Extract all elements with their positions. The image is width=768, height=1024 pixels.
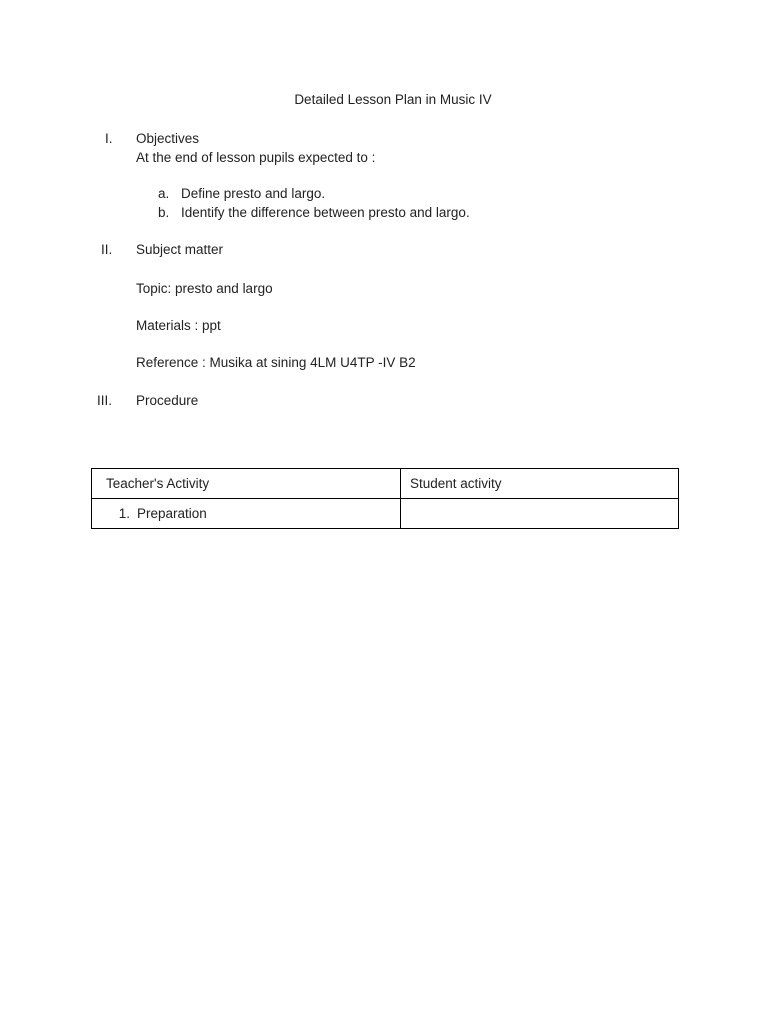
document-title: Detailed Lesson Plan in Music IV	[294, 92, 492, 107]
objectives-intro: At the end of lesson pupils expected to :	[136, 150, 376, 165]
section-heading-subject-matter: Subject matter	[136, 242, 224, 257]
table-row-marker: 1.	[118, 506, 130, 521]
table-row	[92, 499, 679, 529]
section-heading-objectives: Objectives	[136, 131, 200, 146]
subject-reference: Reference : Musika at sining 4LM U4TP -IV B2	[136, 355, 416, 370]
section-numeral-objectives: I.	[105, 131, 113, 146]
objective-item-b: Identify the difference between presto and largo.	[181, 205, 470, 220]
table-header-teacher: Teacher's Activity	[92, 469, 401, 499]
procedure-table	[91, 468, 679, 529]
table-header-student: Student activity	[401, 469, 679, 499]
subject-materials: Materials : ppt	[136, 318, 221, 333]
section-heading-procedure: Procedure	[136, 393, 199, 408]
section-numeral-procedure: III.	[97, 393, 113, 408]
objective-item-a: Define presto and largo.	[181, 186, 326, 201]
objective-marker-b: b.	[158, 205, 170, 220]
table-cell-teacher-text: Preparation	[137, 506, 207, 521]
section-numeral-subject-matter: II.	[101, 242, 113, 257]
subject-topic: Topic: presto and largo	[136, 281, 273, 296]
objective-marker-a: a.	[158, 186, 170, 201]
table-header-row	[92, 469, 679, 499]
table-cell-teacher	[92, 499, 401, 529]
table-cell-student	[401, 499, 679, 529]
